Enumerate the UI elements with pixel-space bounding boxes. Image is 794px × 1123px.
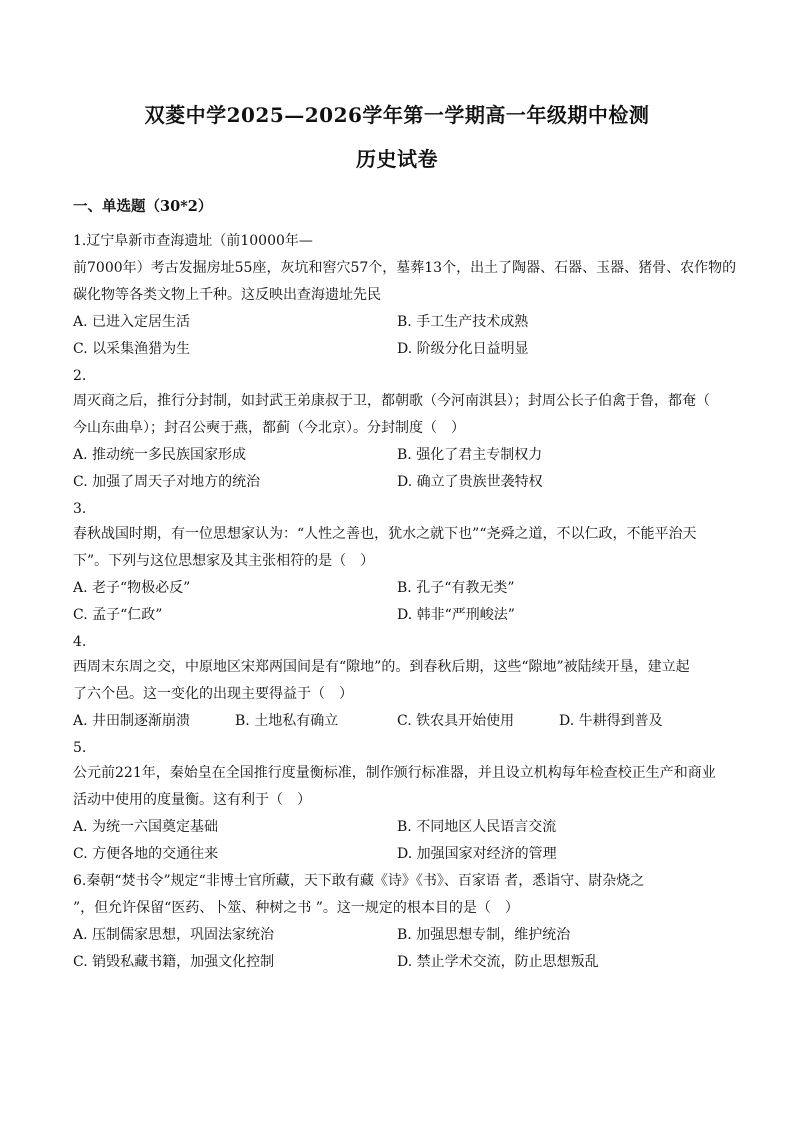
question-3-option-b: B. 孔子“有教无类” [397, 580, 515, 596]
question-2-option-c: C. 加强了周天子对地方的统治 [73, 474, 261, 490]
question-3-option-d: D. 韩非“严刑峻法” [397, 607, 515, 623]
question-1-option-c: C. 以采集渔猎为生 [73, 341, 191, 357]
question-6-option-d: D. 禁止学术交流，防止思想叛乱 [397, 954, 599, 970]
question-6-line-1: 6.秦朝“焚书令”规定“非博士官所藏，天下敢有藏《诗》《书》、百家语 者，悉诣守、尉杂烧之 [73, 873, 645, 889]
question-3-option-c: C. 孟子“仁政” [73, 607, 163, 623]
section-heading: 一、单选题（30*2） [73, 198, 213, 215]
question-2-option-d: D. 确立了贵族世袭特权 [397, 474, 543, 490]
question-4-option-c: C. 铁农具开始使用 [397, 713, 515, 729]
question-4-option-b: B. 土地私有确立 [235, 713, 339, 729]
question-2-line-2: 今山东曲阜）；封召公奭于燕，都蓟（今北京）。分封制度（ ） [73, 420, 465, 436]
question-2-number: 2. [73, 368, 87, 384]
question-1-option-b: B. 手工生产技术成熟 [397, 314, 529, 330]
question-5-option-c: C. 方便各地的交通往来 [73, 846, 219, 862]
question-6-option-a: A. 压制儒家思想，巩固法家统治 [73, 927, 275, 943]
question-5-line-1: 公元前221年，秦始皇在全国推行度量衡标准，制作颁行标准器，并且设立机构每年检查校正生产和商业 [73, 765, 716, 781]
question-6-line-2: ”，但允许保留“医药、卜筮、种树之书 ”。这一规定的根本目的是（ ） [73, 900, 519, 916]
question-1-line-1: 1.辽宁阜新市查海遗址（前10000年— [73, 233, 313, 249]
question-3-option-a: A. 老子“物极必反” [73, 580, 191, 596]
question-3-number: 3. [73, 501, 87, 517]
question-2-option-b: B. 强化了君主专制权力 [397, 447, 543, 463]
question-5-line-2: 活动中使用的度量衡。这有利于（ ） [73, 792, 311, 808]
question-3-line-1: 春秋战国时期，有一位思想家认为：“人性之善也，犹水之就下也”“尧舜之道，不以仁政，不能平治天 [73, 526, 697, 542]
question-4-number: 4. [73, 634, 87, 650]
question-4-line-2: 了六个邑。这一变化的出现主要得益于（ ） [73, 686, 353, 702]
question-3-line-2: 下”。下列与这位思想家及其主张相符的是（ ） [73, 553, 375, 569]
question-6-option-b: B. 加强思想专制，维护统治 [397, 927, 571, 943]
question-1-option-a: A. 已进入定居生活 [73, 314, 191, 330]
question-4-option-a: A. 井田制逐渐崩溃 [73, 713, 191, 729]
question-2-line-1: 周灭商之后，推行分封制，如封武王弟康叔于卫，都朝歌（今河南淇县）；封周公长子伯禽于鲁，都奄（ [73, 393, 710, 409]
exam-subtitle: 历史试卷 [356, 147, 438, 171]
question-1-option-d: D. 阶级分化日益明显 [397, 341, 529, 357]
question-4-line-1: 西周末东周之交，中原地区宋郑两国间是有“隙地”的。到春秋后期，这些“隙地”被陆续开垦，建立起 [73, 659, 690, 675]
question-6-option-c: C. 销毁私藏书籍，加强文化控制 [73, 954, 275, 970]
question-5-number: 5. [73, 740, 87, 756]
question-5-option-d: D. 加强国家对经济的管理 [397, 846, 557, 862]
question-1-line-2: 前7000年）考古发掘房址55座，灰坑和窖穴57个，墓葬13个，出土了陶器、石器、玉器、猪骨、农作物的 [73, 260, 737, 276]
question-4-option-d: D. 牛耕得到普及 [559, 713, 663, 729]
question-1-line-3: 碳化物等各类文物上千种。这反映出查海遗址先民 [73, 287, 381, 303]
exam-title: 双菱中学2025—2026学年第一学期高一年级期中检测 [144, 103, 650, 127]
question-5-option-b: B. 不同地区人民语言交流 [397, 819, 557, 835]
question-5-option-a: A. 为统一六国奠定基础 [73, 819, 219, 835]
question-2-option-a: A. 推动统一多民族国家形成 [73, 447, 247, 463]
